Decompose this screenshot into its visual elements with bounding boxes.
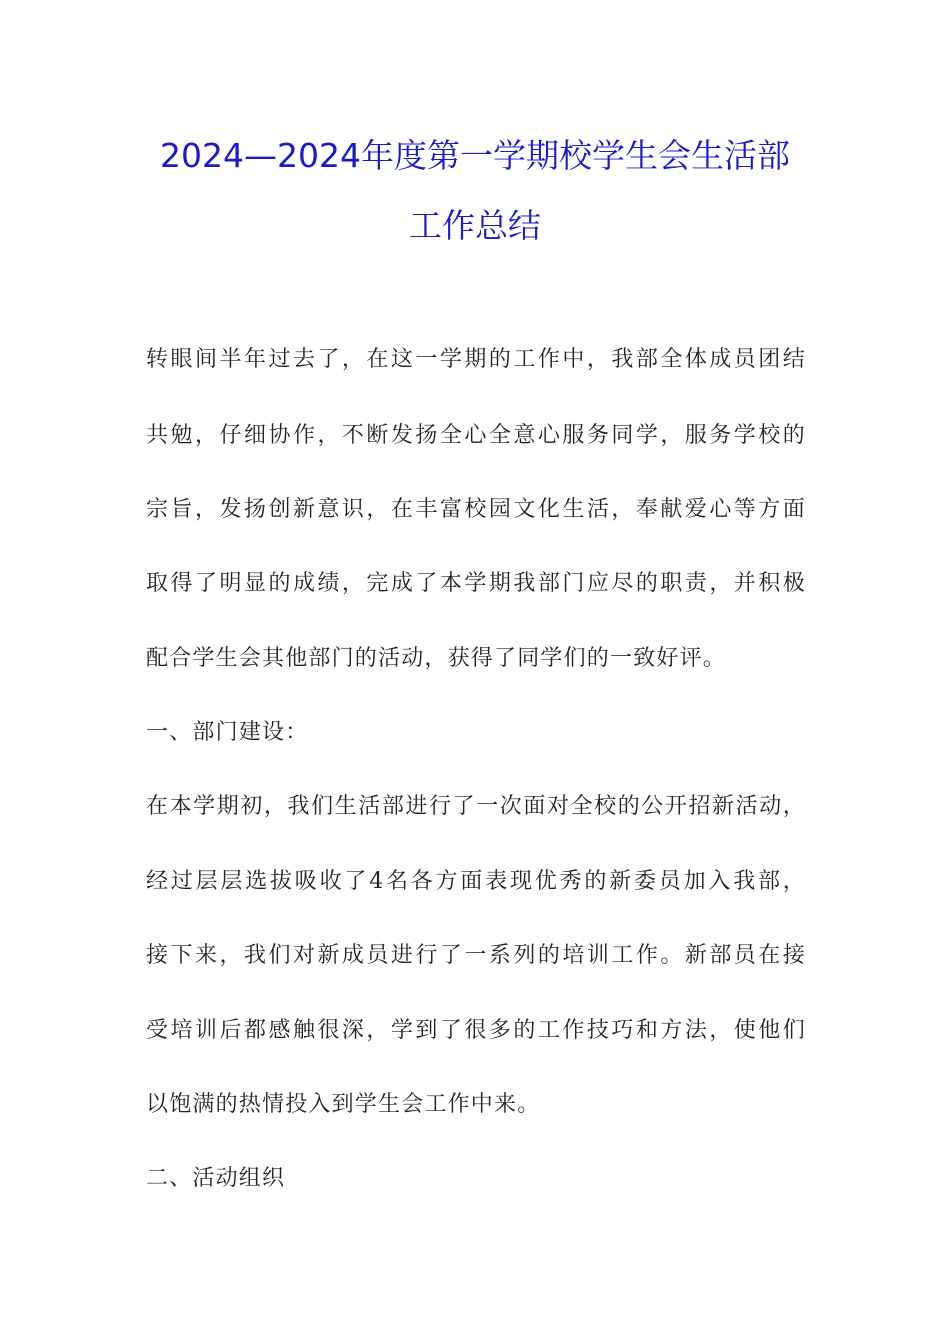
paragraph-1-line-4: 取得了明显的成绩，完成了本学期我部门应尽的职责，并积极 [146, 571, 806, 596]
paragraph-1-line-2: 共勉，仔细协作，不断发扬全心全意心服务同学，服务学校的 [146, 423, 806, 448]
document-title-line-2: 工作总结 [409, 206, 541, 245]
paragraph-1-line-1: 转眼间半年过去了，在这一学期的工作中，我部全体成员团结 [146, 347, 806, 372]
section-1-heading: 一、部门建设： [146, 720, 309, 745]
section-2-heading: 二、活动组织 [146, 1166, 286, 1191]
document-title-line-1: 2024—2024年度第一学期校学生会生活部 [160, 136, 790, 175]
paragraph-2-line-4: 受培训后都感触很深，学到了很多的工作技巧和方法，使他们 [146, 1018, 806, 1043]
paragraph-2-line-5: 以饱满的热情投入到学生会工作中来。 [146, 1092, 541, 1117]
paragraph-1-line-3: 宗旨，发扬创新意识，在丰富校园文化生活，奉献爱心等方面 [146, 497, 806, 522]
paragraph-2-line-3: 接下来，我们对新成员进行了一系列的培训工作。新部员在接 [146, 943, 806, 968]
paragraph-1-line-5: 配合学生会其他部门的活动，获得了同学们的一致好评。 [146, 646, 727, 671]
paragraph-2-line-1: 在本学期初，我们生活部进行了一次面对全校的公开招新活动， [146, 794, 806, 819]
paragraph-2-line-2: 经过层层选拔吸收了4名各方面表现优秀的新委员加入我部， [146, 869, 806, 894]
